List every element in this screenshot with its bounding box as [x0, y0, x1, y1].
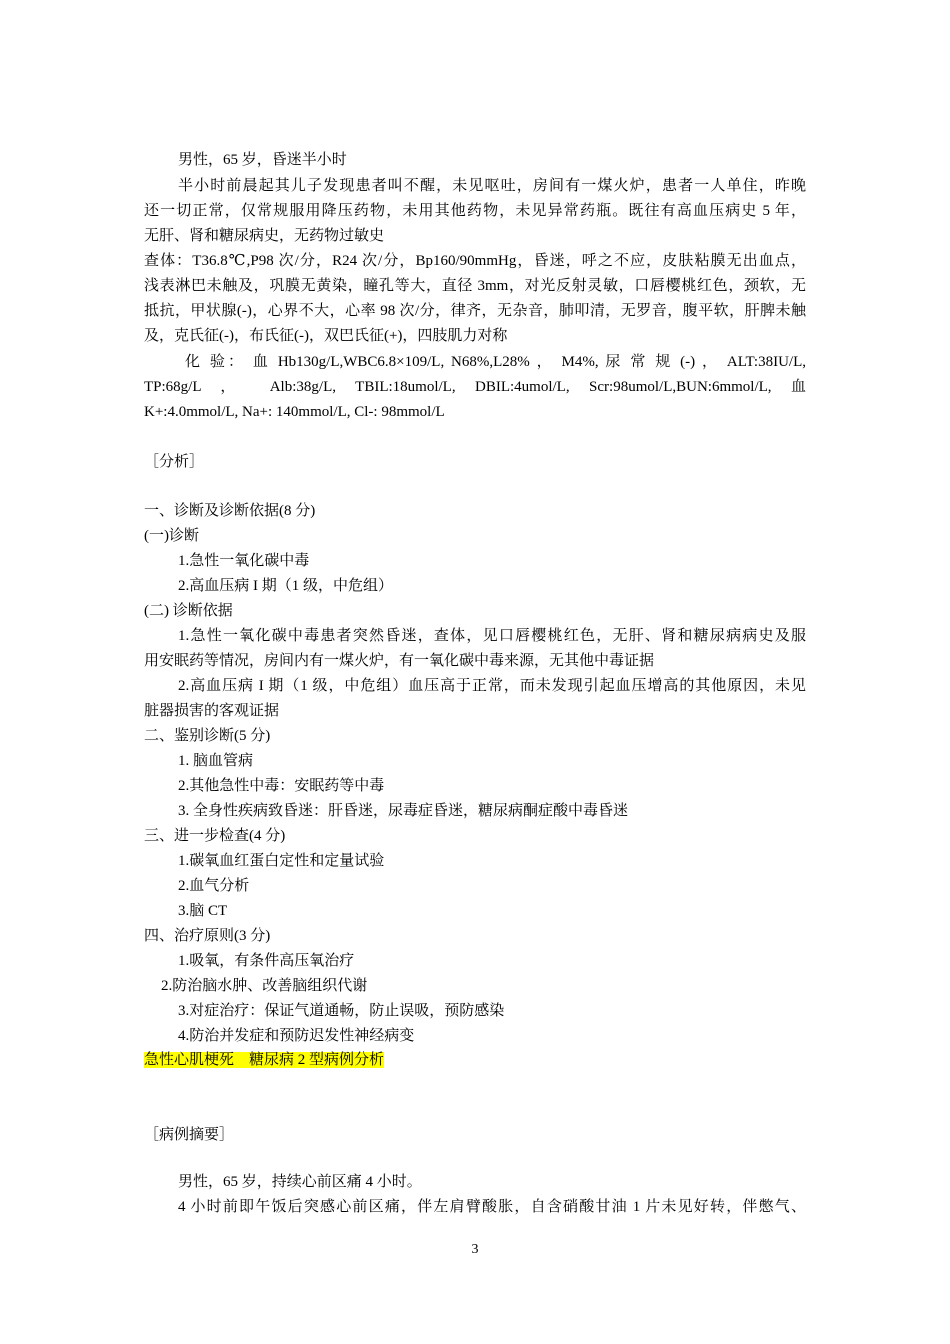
analysis-title: ［分析］: [144, 454, 205, 470]
section-differential: 二、鉴别诊断(5 分): [144, 728, 271, 744]
case1-summary: 男性，65 岁，昏迷半小时: [178, 152, 347, 168]
basis-item-2-line-2: 脏器损害的客观证据: [144, 703, 280, 719]
subsection-basis: (二) 诊断依据: [144, 603, 233, 619]
exam-item-2: 2.血气分析: [178, 878, 250, 894]
case2-history-line-1: 4 小时前即午饭后突感心前区痛，伴左肩臂酸胀，自含硝酸甘油 1 片未见好转，伴憋气、: [178, 1199, 806, 1215]
differential-item-2: 2.其他急性中毒：安眠药等中毒: [178, 778, 385, 794]
case1-exam-line-1: 查体：T36.8℃,P98 次/分，R24 次/分，Bp160/90mmHg，昏迷，呼之不应，皮肤粘膜无出血点，: [144, 253, 806, 269]
case1-lab-line-2: TP:68g/L ， Alb:38g/L, TBIL:18umol/L, DBIL:4umol/L, Scr:98umol/L,BUN:6mmol/L, 血: [144, 379, 806, 395]
subsection-diagnosis: (一)诊断: [144, 528, 199, 544]
exam-item-3: 3.脑 CT: [178, 903, 228, 919]
case1-history-line-2: 还一切正常，仅常规服用降压药物，未用其他药物，未见异常药瓶。既往有高血压病史 5 年，: [144, 203, 806, 219]
case2-heading: [144, 1050, 384, 1070]
case1-lab-line-3: K+:4.0mmol/L, Na+: 140mmol/L, Cl-: 98mmol/L: [144, 404, 445, 420]
differential-item-3: 3. 全身性疾病致昏迷：肝昏迷，尿毒症昏迷，糖尿病酮症酸中毒昏迷: [178, 803, 629, 819]
treatment-item-3: 3.对症治疗：保证气道通畅，防止误吸，预防感染: [178, 1003, 505, 1019]
section-treatment: 四、治疗原则(3 分): [144, 928, 271, 944]
treatment-item-4: 4.防治并发症和预防迟发性神经病变: [178, 1028, 415, 1044]
case1-exam-line-3: 抵抗，甲状腺(-)，心界不大，心率 98 次/分，律齐，无杂音，肺叩清，无罗音，腹平软，肝脾未触: [144, 303, 806, 319]
page-number: 3: [471, 1242, 479, 1257]
diagnosis-item-1: 1.急性一氧化碳中毒: [178, 553, 310, 569]
section-further-exam: 三、进一步检查(4 分): [144, 828, 286, 844]
treatment-item-1: 1.吸氧，有条件高压氧治疗: [178, 953, 355, 969]
case-summary-title: ［病例摘要］: [144, 1127, 235, 1143]
case1-history-line-1: 半小时前晨起其儿子发现患者叫不醒，未见呕吐，房间有一煤火炉，患者一人单住，昨晚: [178, 178, 806, 194]
case2-heading-highlight: 急性心肌梗死 糖尿病 2 型病例分析: [144, 1052, 385, 1068]
diagnosis-item-2: 2.高血压病 I 期（1 级，中危组）: [178, 578, 393, 594]
basis-item-1-line-2: 用安眠药等情况，房间内有一煤火炉，有一氧化碳中毒来源，无其他中毒证据: [144, 653, 655, 669]
differential-item-1: 1. 脑血管病: [178, 753, 254, 769]
case1-exam-line-2: 浅表淋巴未触及，巩膜无黄染，瞳孔等大，直径 3mm，对光反射灵敏，口唇樱桃红色，颈软，无: [144, 278, 806, 294]
case1-exam-line-4: 及，克氏征(-)，布氏征(-)，双巴氏征(+)，四肢肌力对称: [144, 328, 508, 344]
case2-summary: 男性，65 岁，持续心前区痛 4 小时。: [178, 1174, 422, 1190]
case1-lab-line-1: 化 验： 血 Hb130g/L,WBC6.8×109/L, N68%,L28% ， M4%, 尿 常 规 (-) ， ALT:38IU/L,: [185, 354, 806, 370]
case1-history-line-3: 无肝、肾和糖尿病史，无药物过敏史: [144, 228, 385, 244]
treatment-item-2: 2.防治脑水肿、改善脑组织代谢: [161, 978, 368, 994]
exam-item-1: 1.碳氧血红蛋白定性和定量试验: [178, 853, 385, 869]
basis-item-2-line-1: 2.高血压病 I 期（1 级，中危组）血压高于正常，而未发现引起血压增高的其他原因，未见: [178, 678, 806, 694]
basis-item-1-line-1: 1.急性一氧化碳中毒患者突然昏迷，查体，见口唇樱桃红色，无肝、肾和糖尿病病史及服: [178, 628, 806, 644]
section-diagnosis: 一、诊断及诊断依据(8 分): [144, 503, 316, 519]
